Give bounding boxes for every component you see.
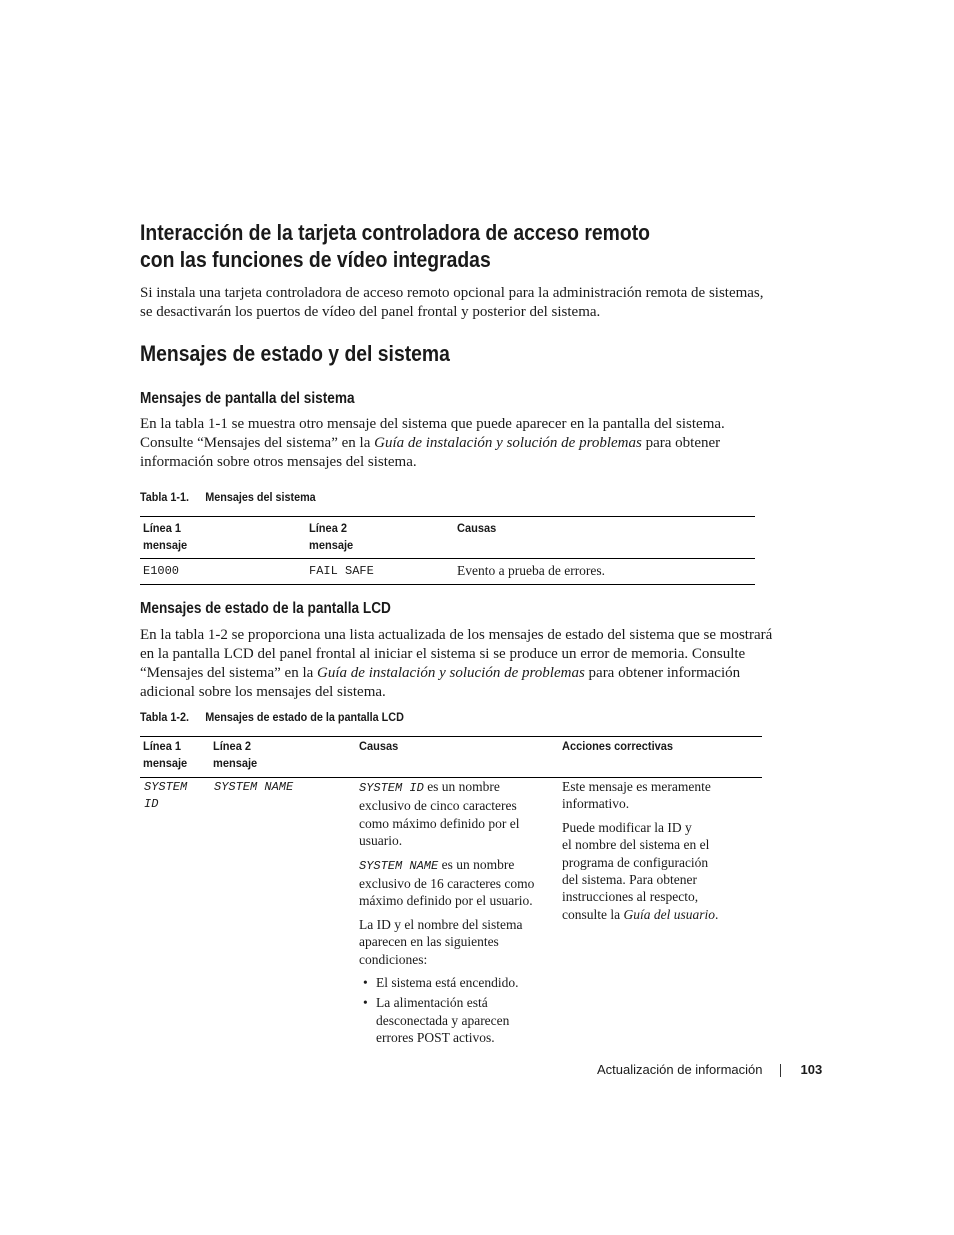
caption-title: Mensajes del sistema <box>205 490 316 504</box>
cell-cause: Evento a prueba de errores. <box>457 563 606 578</box>
document-link-title: Guía de instalación y solución de problemas <box>317 665 585 681</box>
code-text: SYSTEM ID <box>359 781 424 795</box>
paragraph-line: se desactivarán los puertos de vídeo del panel frontal y posterior del sistema. <box>140 304 601 320</box>
lcd-paragraph <box>140 626 840 702</box>
table-rule-header <box>140 777 762 778</box>
paragraph-line: adicional sobre los mensajes del sistema. <box>140 684 386 700</box>
column-header-line2: Línea 2 mensaje <box>309 521 354 552</box>
paragraph-line <box>140 434 840 453</box>
text-run: para obtener <box>641 435 721 451</box>
caption-label: Tabla 1-2. <box>140 710 190 724</box>
table-caption <box>140 490 316 505</box>
text-run: para obtener información <box>584 665 741 681</box>
table-rule-header <box>140 558 755 559</box>
column-header-line2: Línea 2 mensaje <box>213 739 258 770</box>
paragraph-line: Si instala una tarjeta controladora de acceso remoto opcional para la administración remota de sistemas, <box>140 285 764 301</box>
paragraph-line: En la tabla 1-1 se muestra otro mensaje del sistema que puede aparecer en la pantalla del sistema. <box>140 416 725 432</box>
heading-text: Mensajes de pantalla del sistema <box>140 390 355 407</box>
table-rule-top <box>140 516 755 517</box>
table-rule-bottom <box>140 584 755 585</box>
paragraph-line: información sobre otros mensajes del sistema. <box>140 454 417 470</box>
cell-causes <box>359 778 554 1050</box>
table-rule-top <box>140 736 762 737</box>
cause-paragraph: La ID y el nombre del sistema aparecen en las siguientes condiciones: <box>359 916 523 967</box>
code-text: SYSTEM NAME <box>359 858 439 873</box>
cell-line2-message: FAIL SAFE <box>309 564 374 578</box>
page-footer <box>597 1062 822 1078</box>
subsection-heading-system-screen <box>140 389 384 408</box>
paragraph-line: en la pantalla LCD del panel frontal al iniciar el sistema si se produce un error de memoria. Consulte <box>140 646 746 662</box>
bullet-item: • La alimentación está desconectada y aparecen errores POST activos. <box>363 995 510 1046</box>
column-header-causes: Causas <box>457 521 497 535</box>
footer-separator <box>780 1064 781 1077</box>
bullet-item: • El sistema está encendido. <box>363 975 519 991</box>
cell-line1-message: SYSTEM ID <box>144 780 188 812</box>
subsection-heading-lcd <box>140 599 425 618</box>
text-run: Consulte “Mensajes del sistema” en la <box>140 435 375 451</box>
bullet-icon: • <box>363 975 368 991</box>
bullet-icon: • <box>363 995 368 1011</box>
document-link-title: Guía del usuario <box>623 906 715 922</box>
column-header-line1: Línea 1 mensaje <box>143 739 188 770</box>
table-caption <box>140 710 404 725</box>
cell-line1-message: E1000 <box>143 564 180 578</box>
intro-paragraph <box>140 284 840 322</box>
caption-title: Mensajes de estado de la pantalla LCD <box>205 710 404 724</box>
cause-paragraph: SYSTEM NAME es un nombre exclusivo de 16 caracteres como máximo definido por el usuario. <box>359 856 535 909</box>
action-paragraph: Este mensaje es meramente informativo. <box>562 779 711 812</box>
section-heading-messages <box>140 340 492 367</box>
column-header-causes: Causas <box>359 739 399 753</box>
action-paragraph: Puede modificar la ID y el nombre del sistema en el programa de configuración del sistema. Para obtener instrucciones al respecto, consulte la Guía del usuario. <box>562 819 719 922</box>
cause-paragraph: SYSTEM ID es un nombre exclusivo de cinco caracteres como máximo definido por el usuario. <box>359 779 520 849</box>
heading-text: Mensajes de estado y del sistema <box>140 341 450 366</box>
page-number: 103 <box>800 1062 823 1077</box>
cell-actions <box>562 778 757 929</box>
section-heading-video <box>140 219 720 273</box>
heading-text: Mensajes de estado de la pantalla LCD <box>140 600 391 617</box>
paragraph-line: En la tabla 1-2 se proporciona una lista actualizada de los mensajes de estado del sistema que se mostrará <box>140 627 773 643</box>
heading-line: con las funciones de vídeo integradas <box>140 247 491 272</box>
cell-line2-message: SYSTEM NAME <box>214 780 294 794</box>
text-run: “Mensajes del sistema” en la <box>140 665 318 681</box>
document-link-title: Guía de instalación y solución de problemas <box>374 435 642 451</box>
footer-section-title: Actualización de información <box>597 1062 763 1077</box>
column-header-line1: Línea 1 mensaje <box>143 521 188 552</box>
system-screen-paragraph <box>140 415 840 472</box>
paragraph-line <box>140 664 840 683</box>
heading-line: Interacción de la tarjeta controladora de acceso remoto <box>140 220 650 245</box>
caption-label: Tabla 1-1. <box>140 490 190 504</box>
column-header-actions: Acciones correctivas <box>562 739 674 753</box>
